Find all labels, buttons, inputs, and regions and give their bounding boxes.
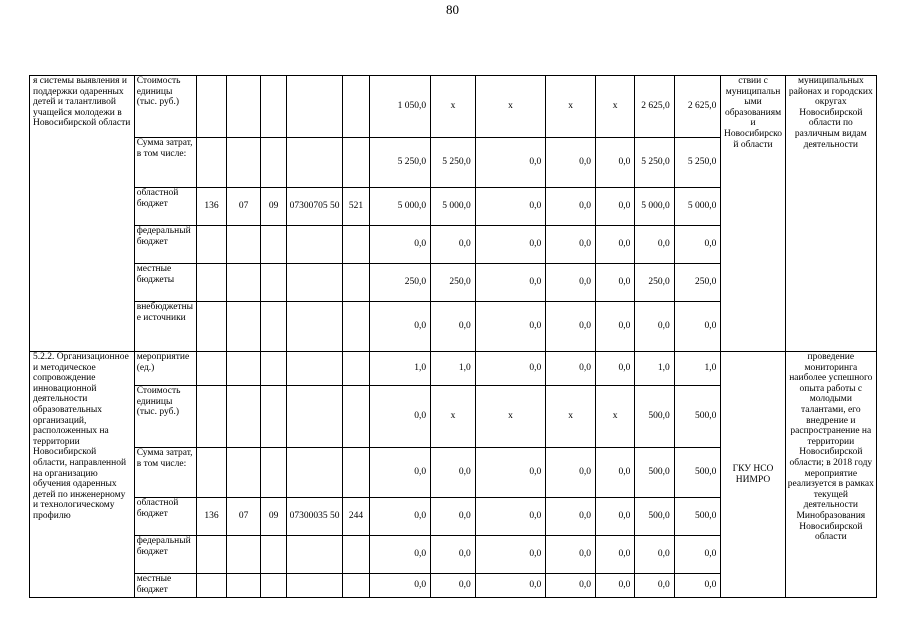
grbs-code-cell	[196, 302, 226, 352]
grbs-code-cell: 136	[196, 188, 226, 226]
vr-code-cell	[343, 264, 370, 302]
value-cell: 0,0	[546, 352, 596, 386]
pr-code-cell	[261, 226, 287, 264]
indicator-cell: внебюджетные источники	[134, 302, 196, 352]
grbs-code-cell	[196, 536, 226, 574]
indicator-cell: местные бюджеты	[134, 264, 196, 302]
rz-code-cell	[226, 226, 260, 264]
vr-code-cell	[343, 386, 370, 448]
expected-result-cell: проведение мониторинга наиболее успешного опыта работы с молодыми талантами, его внедрение и распространение на территории Новосибирской области; в 2018 году мероприятие реализуется в рамках текущей деятельности Минобразования Новосибирской области	[785, 352, 876, 598]
value-cell: 0,0	[546, 574, 596, 598]
value-cell: 250,0	[431, 264, 476, 302]
indicator-cell: федеральный бюджет	[134, 536, 196, 574]
csr-code-cell	[287, 138, 343, 188]
value-cell: 500,0	[674, 386, 721, 448]
vr-code-cell: 244	[343, 498, 370, 536]
grbs-code-cell: 136	[196, 498, 226, 536]
csr-code-cell	[287, 76, 343, 138]
vr-code-cell: 521	[343, 188, 370, 226]
vr-code-cell	[343, 76, 370, 138]
value-cell: 0,0	[370, 302, 431, 352]
page-number: 80	[446, 2, 459, 17]
value-cell: 2 625,0	[674, 76, 721, 138]
value-cell: 0,0	[546, 498, 596, 536]
csr-code-cell	[287, 302, 343, 352]
value-cell: 0,0	[431, 536, 476, 574]
value-cell: 250,0	[674, 264, 721, 302]
value-cell: 0,0	[546, 536, 596, 574]
value-cell: 0,0	[595, 352, 634, 386]
indicator-cell: федеральный бюджет	[134, 226, 196, 264]
value-cell: 0,0	[370, 448, 431, 498]
rz-code-cell: 07	[226, 498, 260, 536]
value-cell: 0,0	[635, 574, 674, 598]
value-cell: 500,0	[635, 498, 674, 536]
pr-code-cell	[261, 76, 287, 138]
csr-code-cell	[287, 352, 343, 386]
rz-code-cell	[226, 536, 260, 574]
table-body	[30, 76, 877, 598]
value-cell: 1,0	[431, 352, 476, 386]
value-cell: 0,0	[475, 352, 545, 386]
value-cell: 0,0	[595, 188, 634, 226]
value-cell: 0,0	[370, 536, 431, 574]
value-cell: 250,0	[370, 264, 431, 302]
activity-name-cell: 5.2.2. Организационное и методическое сопровождение инновационной деятельности образовательных организаций, расположенных на территории Новосибирской области, направленной на организацию обучения одаренных детей по инженерному и технологическому профилю	[30, 352, 135, 598]
value-cell: 0,0	[370, 574, 431, 598]
value-cell: 0,0	[546, 448, 596, 498]
rz-code-cell	[226, 264, 260, 302]
value-cell: 0,0	[595, 574, 634, 598]
value-cell: 0,0	[595, 498, 634, 536]
csr-code-cell	[287, 448, 343, 498]
pr-code-cell	[261, 264, 287, 302]
value-cell: 500,0	[674, 498, 721, 536]
pr-code-cell	[261, 448, 287, 498]
value-cell: 0,0	[546, 138, 596, 188]
value-cell: 0,0	[635, 536, 674, 574]
value-cell: 0,0	[475, 138, 545, 188]
rz-code-cell	[226, 448, 260, 498]
value-cell: 5 250,0	[635, 138, 674, 188]
value-cell: 0,0	[431, 498, 476, 536]
value-cell: x	[546, 386, 596, 448]
indicator-cell: Сумма затрат, в том числе:	[134, 448, 196, 498]
value-cell: 0,0	[674, 536, 721, 574]
csr-code-cell	[287, 574, 343, 598]
value-cell: 0,0	[546, 188, 596, 226]
value-cell: 0,0	[431, 302, 476, 352]
rz-code-cell	[226, 352, 260, 386]
value-cell: 500,0	[674, 448, 721, 498]
value-cell: 0,0	[595, 138, 634, 188]
value-cell: 1 050,0	[370, 76, 431, 138]
value-cell: x	[595, 76, 634, 138]
value-cell: x	[431, 76, 476, 138]
value-cell: x	[595, 386, 634, 448]
value-cell: x	[431, 386, 476, 448]
vr-code-cell	[343, 226, 370, 264]
value-cell: 2 625,0	[635, 76, 674, 138]
table-row	[30, 76, 877, 138]
value-cell: x	[546, 76, 596, 138]
vr-code-cell	[343, 352, 370, 386]
value-cell: 5 250,0	[370, 138, 431, 188]
value-cell: 0,0	[370, 498, 431, 536]
pr-code-cell	[261, 386, 287, 448]
value-cell: 0,0	[431, 226, 476, 264]
value-cell: 0,0	[635, 302, 674, 352]
value-cell: 250,0	[635, 264, 674, 302]
value-cell: 0,0	[595, 448, 634, 498]
indicator-cell: Стоимость единицы (тыс. руб.)	[134, 386, 196, 448]
grbs-code-cell	[196, 352, 226, 386]
value-cell: 0,0	[475, 188, 545, 226]
grbs-code-cell	[196, 574, 226, 598]
indicator-cell: местные бюджет	[134, 574, 196, 598]
activity-name-cell: я системы выявления и поддержки одаренных детей и талантливой учащейся молодежи в Новосибирской области	[30, 76, 135, 352]
value-cell: 0,0	[431, 448, 476, 498]
value-cell: 0,0	[546, 226, 596, 264]
value-cell: 0,0	[674, 574, 721, 598]
value-cell: 0,0	[370, 226, 431, 264]
pr-code-cell: 09	[261, 188, 287, 226]
budget-table	[29, 75, 877, 598]
grbs-code-cell	[196, 226, 226, 264]
executor-cell: ствии с муниципальными образованиями Новосибирской области	[721, 76, 785, 352]
executor-cell: ГКУ НСО НИМРО	[721, 352, 785, 598]
value-cell: 0,0	[475, 226, 545, 264]
csr-code-cell	[287, 536, 343, 574]
csr-code-cell	[287, 386, 343, 448]
grbs-code-cell	[196, 76, 226, 138]
value-cell: 1,0	[635, 352, 674, 386]
csr-code-cell	[287, 264, 343, 302]
csr-code-cell	[287, 226, 343, 264]
grbs-code-cell	[196, 264, 226, 302]
rz-code-cell	[226, 302, 260, 352]
value-cell: 0,0	[475, 448, 545, 498]
rz-code-cell	[226, 138, 260, 188]
pr-code-cell	[261, 352, 287, 386]
indicator-cell: областной бюджет	[134, 188, 196, 226]
value-cell: 0,0	[674, 226, 721, 264]
grbs-code-cell	[196, 386, 226, 448]
value-cell: 1,0	[674, 352, 721, 386]
vr-code-cell	[343, 302, 370, 352]
value-cell: 0,0	[475, 302, 545, 352]
indicator-cell: Стоимость единицы (тыс. руб.)	[134, 76, 196, 138]
value-cell: 5 250,0	[674, 138, 721, 188]
grbs-code-cell	[196, 138, 226, 188]
rz-code-cell	[226, 76, 260, 138]
value-cell: 0,0	[595, 536, 634, 574]
value-cell: 500,0	[635, 448, 674, 498]
table-row	[30, 352, 877, 386]
vr-code-cell	[343, 574, 370, 598]
value-cell: 0,0	[595, 264, 634, 302]
value-cell: 0,0	[431, 574, 476, 598]
pr-code-cell	[261, 574, 287, 598]
value-cell: x	[475, 386, 545, 448]
value-cell: x	[475, 76, 545, 138]
value-cell: 0,0	[546, 302, 596, 352]
csr-code-cell: 07300035 50	[287, 498, 343, 536]
vr-code-cell	[343, 448, 370, 498]
csr-code-cell: 07300705 50	[287, 188, 343, 226]
value-cell: 0,0	[546, 264, 596, 302]
vr-code-cell	[343, 536, 370, 574]
value-cell: 5 000,0	[635, 188, 674, 226]
value-cell: 500,0	[635, 386, 674, 448]
indicator-cell: Сумма затрат, в том числе:	[134, 138, 196, 188]
pr-code-cell	[261, 536, 287, 574]
value-cell: 0,0	[370, 386, 431, 448]
expected-result-cell: муниципальных районах и городских округах Новосибирской области по различным видам деятельности	[785, 76, 876, 352]
value-cell: 0,0	[674, 302, 721, 352]
indicator-cell: областной бюджет	[134, 498, 196, 536]
value-cell: 5 000,0	[370, 188, 431, 226]
vr-code-cell	[343, 138, 370, 188]
rz-code-cell: 07	[226, 188, 260, 226]
indicator-cell: мероприятие (ед.)	[134, 352, 196, 386]
value-cell: 0,0	[475, 536, 545, 574]
pr-code-cell	[261, 302, 287, 352]
value-cell: 0,0	[475, 574, 545, 598]
value-cell: 5 000,0	[431, 188, 476, 226]
rz-code-cell	[226, 386, 260, 448]
value-cell: 0,0	[475, 264, 545, 302]
pr-code-cell: 09	[261, 498, 287, 536]
value-cell: 0,0	[595, 226, 634, 264]
pr-code-cell	[261, 138, 287, 188]
value-cell: 1,0	[370, 352, 431, 386]
value-cell: 0,0	[635, 226, 674, 264]
value-cell: 0,0	[475, 498, 545, 536]
value-cell: 5 250,0	[431, 138, 476, 188]
grbs-code-cell	[196, 448, 226, 498]
value-cell: 0,0	[595, 302, 634, 352]
value-cell: 5 000,0	[674, 188, 721, 226]
rz-code-cell	[226, 574, 260, 598]
